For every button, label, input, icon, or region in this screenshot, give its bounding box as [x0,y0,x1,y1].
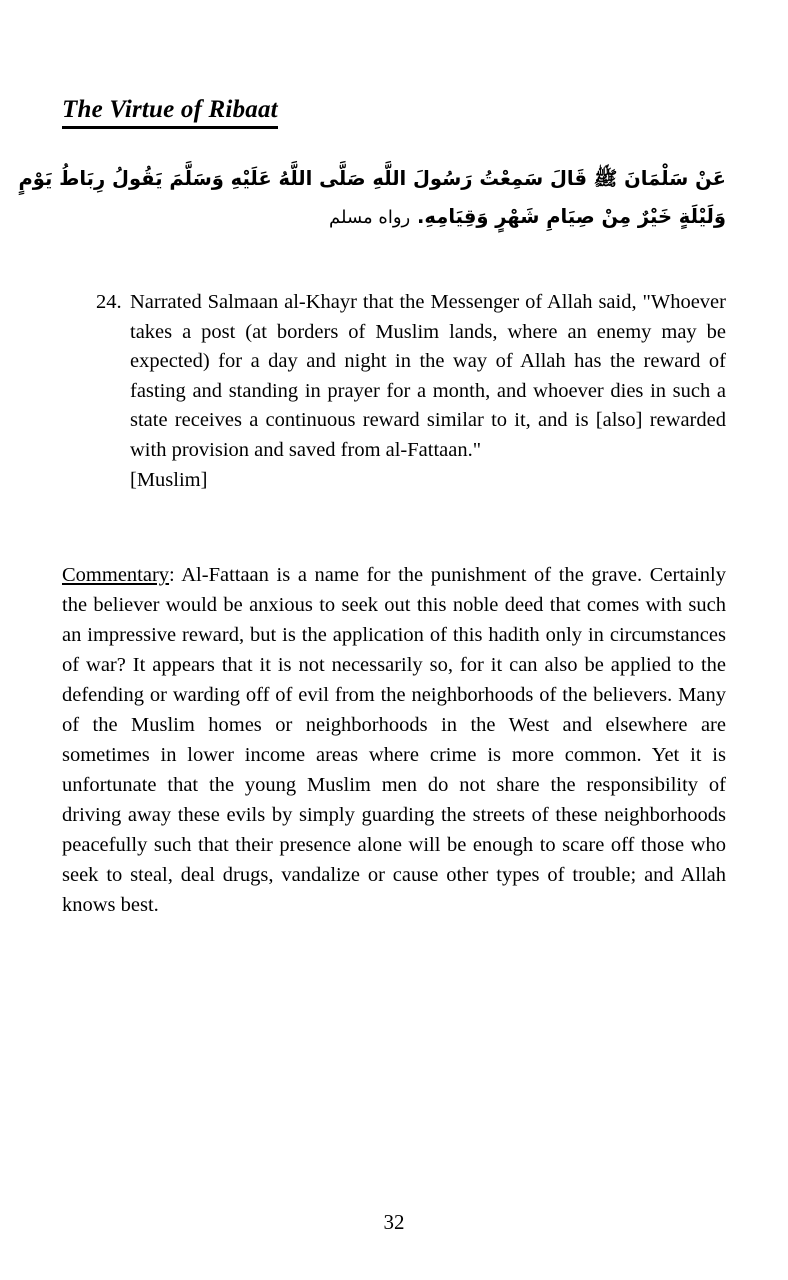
page-title: The Virtue of Ribaat [62,96,278,129]
commentary-separator: : [169,564,175,586]
commentary-label: Commentary [62,564,170,586]
hadith-number: 24. [96,291,122,313]
hadith-entry [96,288,726,495]
hadith-translation: Narrated Salmaan al-Khayr that the Messenger of Allah said, "Whoever takes a post (at borders of Muslim lands, where an enemy may be expected) for a day and night in the way of Allah has the reward of fasting and standing in prayer for a month, and whoever dies in such a state receives a continuous reward similar to it, and is [also] rewarded with provision and saved from al-Fattaan." [130,291,726,461]
hadith-attribution: [Muslim] [130,468,208,491]
arabic-line-2-body: وَلَيْلَةٍ خَيْرٌ مِنْ صِيَامِ شَهْرٍ وَقِيَامِهِ. [417,205,726,229]
page-number: 32 [383,1210,405,1234]
arabic-hadith-text [18,160,726,236]
commentary-text: Al-Fattaan is a name for the punishment of the grave. Certainly the believer would be anxious to seek out this noble deed that comes with such an impressive reward, but is the application of this hadith only in circumstances of war? It appears that it is not necessarily so, for it can also be applied to the defending or warding off of evil from the neighborhoods of the believers. Many of the Muslim homes or neighborhoods in the West and elsewhere are sometimes in lower income areas where crime is more common. Yet it is unfortunate that the young Muslim men do not share the responsibility of driving away these evils by simply guarding the streets of these neighborhoods peacefully such that their presence alone will be enough to scare off those who seek to steal, deal drugs, vandalize or cause other types of trouble; and Allah knows best. [62,564,726,916]
section-heading-container [62,96,726,129]
arabic-source-attribution: رواه مسلم [329,207,411,229]
arabic-line-1: عَنْ سَلْمَانَ ﷺ قَالَ سَمِعْتُ رَسُولَ اللَّهِ صَلَّى اللَّهُ عَلَيْهِ وَسَلَّمَ يَقُولُ رِبَاطُ يَوْمٍ [18,167,726,190]
hadith-body [130,288,726,495]
arabic-line-2 [62,198,726,236]
commentary-paragraph [62,560,726,920]
hadith-row [96,288,726,495]
